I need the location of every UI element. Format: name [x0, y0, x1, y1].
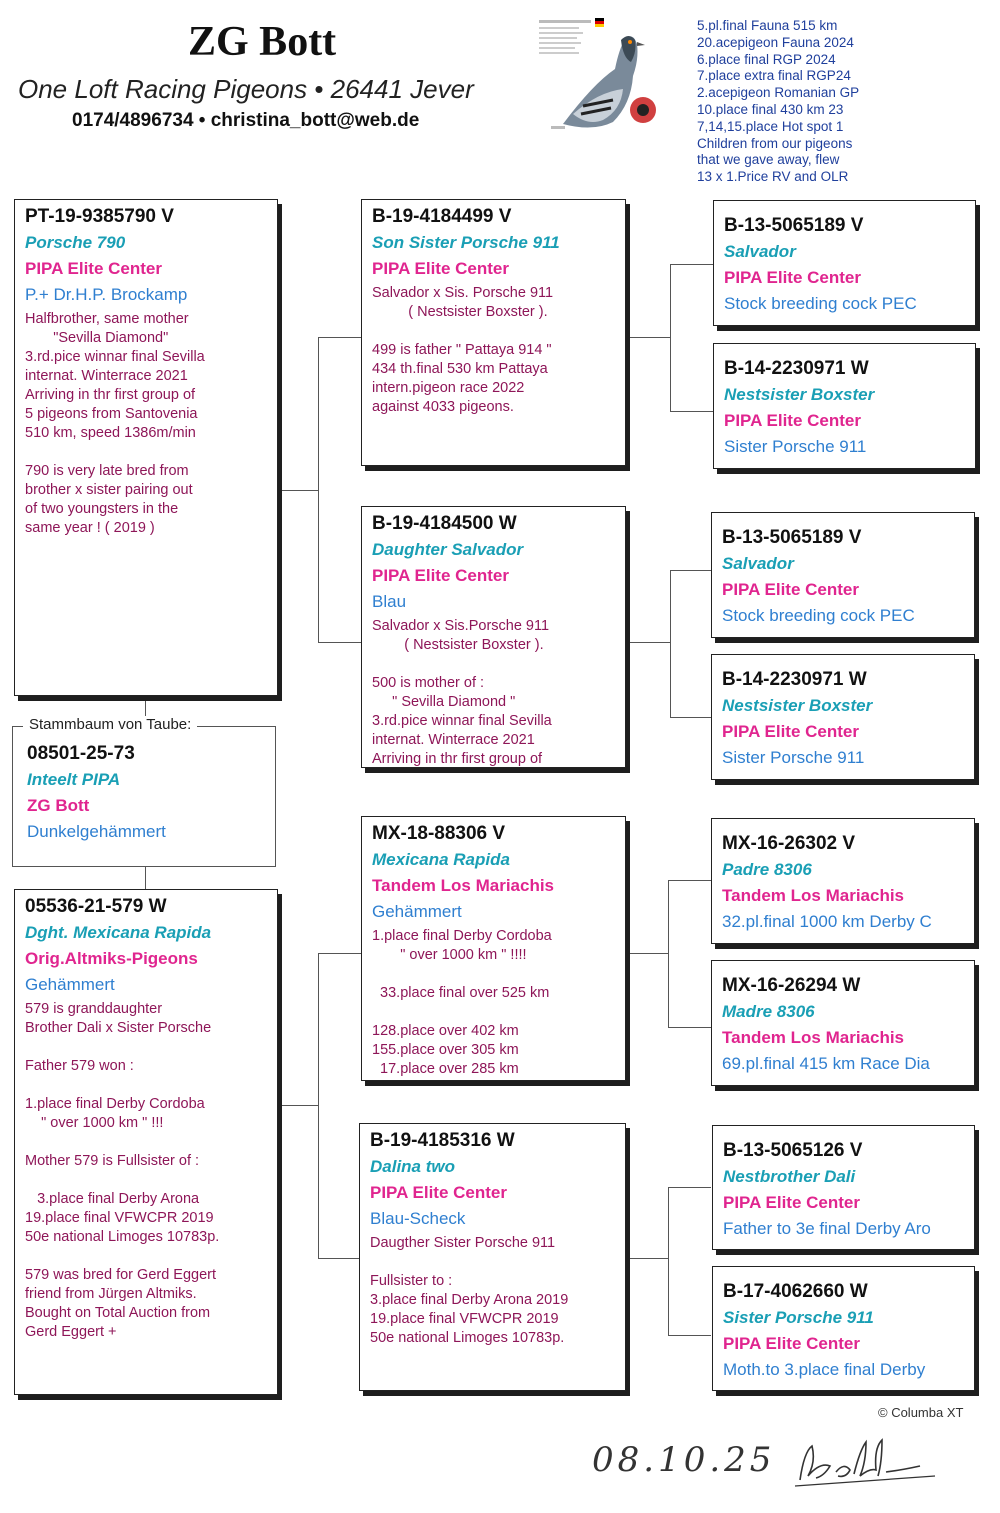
pigeon-name: Son Sister Porsche 911: [372, 233, 560, 252]
pigeon-colour: Father to 3e final Derby Aro: [723, 1219, 931, 1238]
pigeon-name: Madre 8306: [722, 1002, 815, 1021]
breeder-name: PIPA Elite Center: [724, 268, 861, 287]
connector-line: [670, 570, 671, 717]
pedigree-card-dam-dam: [359, 1123, 626, 1391]
connector-line: [318, 953, 319, 1258]
pigeon-colour: P.+ Dr.H.P. Brockamp: [25, 285, 188, 304]
pedigree-card-ggp: [712, 1266, 975, 1391]
pigeon-name: Nestbrother Dali: [723, 1167, 856, 1186]
pigeon-name: Dalina two: [370, 1157, 456, 1176]
breeder-name: PIPA Elite Center: [722, 580, 859, 599]
pigeon-colour: Dunkelgehämmert: [27, 822, 166, 841]
breeder-name: PIPA Elite Center: [372, 259, 509, 278]
breeder-name: Orig.Altmiks-Pigeons: [25, 949, 198, 968]
breeder-name: ZG Bott: [27, 796, 90, 815]
ring-number: MX-16-26294 W: [722, 975, 861, 996]
pedigree-card-ggp: [711, 818, 975, 944]
achievement-item: 7,14,15.place Hot spot 1: [697, 118, 844, 134]
breeder-name: PIPA Elite Center: [723, 1334, 860, 1353]
connector-line: [670, 264, 713, 265]
pigeon-colour: 69.pl.final 415 km Race Dia: [722, 1054, 930, 1073]
connector-line: [668, 1335, 711, 1336]
pigeon-name: Inteelt PIPA: [27, 770, 121, 789]
pigeon-name: Salvador: [722, 554, 794, 573]
pigeon-colour: Sister Porsche 911: [724, 437, 867, 456]
achievement-item: 13 x 1.Price RV and OLR: [697, 169, 849, 185]
pigeon-notes: 579 is granddaughter Brother Dali x Sister Porsche Father 579 won : 1.place final Derby Cordoba " over 1000 km " !!! Mother 579 is Fullsister of : 3.place final Derby Arona 19.place final VFWCPR 2019 50e national Limoges 10783p. 579 was bred for Gerd Eggert friend from Jürgen Altmiks. Bought on Total Auction from Gerd Eggert +: [25, 1001, 220, 1340]
breeder-name: PIPA Elite Center: [722, 722, 859, 741]
ring-number: MX-16-26302 V: [722, 833, 856, 854]
connector-line: [318, 337, 361, 338]
pigeon-photo: [533, 14, 668, 146]
signature: [790, 1432, 940, 1492]
pigeon-name: Nestsister Boxster: [722, 696, 873, 715]
connector-line: [670, 411, 713, 412]
achievement-item: 6.place final RGP 2024: [697, 51, 836, 67]
pigeon-colour: Blau-Scheck: [370, 1209, 466, 1228]
page-subtitle: One Loft Racing Pigeons • 26441 Jever: [18, 74, 474, 104]
pedigree-card-ggp: [711, 512, 975, 638]
ring-number: PT-19-9385790 V: [25, 206, 174, 227]
handwritten-date: 08.10.25: [592, 1440, 776, 1480]
pigeon-name: Salvador: [724, 242, 796, 261]
connector-line: [668, 1187, 711, 1188]
connector-line: [670, 264, 671, 411]
ring-number: B-19-4184500 W: [372, 513, 517, 534]
pigeon-notes: 1.place final Derby Cordoba " over 1000 km " !!!! 33.place final over 525 km 128.place over 402 km 155.place over 305 km 17.place over 285 km: [372, 928, 552, 1077]
pigeon-notes: Daugther Sister Porsche 911 Fullsister to : 3.place final Derby Arona 2019 19.place final VFWCPR 2019 50e national Limoges 10783p.: [370, 1235, 569, 1346]
breeder-name: PIPA Elite Center: [724, 411, 861, 430]
ring-number: MX-18-88306 V: [372, 823, 506, 844]
connector-line: [628, 642, 670, 643]
pedigree-card-sire-sire: [361, 199, 626, 466]
connector-line: [628, 953, 668, 954]
ring-number: B-17-4062660 W: [723, 1281, 868, 1302]
ring-number: 08501-25-73: [27, 743, 135, 764]
copyright-text: © Columba XT: [878, 1405, 964, 1420]
connector-line: [318, 337, 319, 642]
achievement-item: 2.acepigeon Romanian GP: [697, 85, 860, 101]
achievements-list: [697, 18, 859, 186]
ring-number: B-14-2230971 W: [722, 669, 867, 690]
ring-number: B-13-5065189 V: [722, 527, 862, 548]
ring-number: 05536-21-579 W: [25, 896, 167, 917]
connector-line: [318, 642, 361, 643]
pigeon-colour: Moth.to 3.place final Derby: [723, 1360, 926, 1379]
pigeon-colour: Blau: [372, 592, 407, 611]
connector-line: [670, 570, 713, 571]
ring-number: B-14-2230971 W: [724, 358, 869, 379]
pedigree-card-mother: [14, 889, 278, 1395]
breeder-name: PIPA Elite Center: [723, 1193, 860, 1212]
breeder-name: PIPA Elite Center: [370, 1183, 507, 1202]
achievement-item: 20.acepigeon Fauna 2024: [697, 34, 854, 50]
pigeon-notes: Salvador x Sis.Porsche 911 ( Nestsister Boxster ). 500 is mother of : " Sevilla Diamond " 3.rd.pice winnar final Sevilla internat. Winterrace 2021 Arriving in thr first group of: [372, 618, 552, 767]
connector-line: [318, 1258, 361, 1259]
pigeon-name: Daughter Salvador: [372, 540, 524, 559]
pigeon-notes: Salvador x Sis. Porsche 911 ( Nestsister Boxster ). 499 is father " Pattaya 914 " 434 th.final 530 km Pattaya intern.pigeon race 2022 against 4033 pigeons.: [372, 285, 554, 415]
connector-line: [318, 953, 361, 954]
pigeon-colour: Gehämmert: [372, 902, 462, 921]
contact-line: 0174/4896734 • christina_bott@web.de: [72, 110, 420, 131]
connector-line: [668, 880, 669, 1027]
pigeon-name: Porsche 790: [25, 233, 126, 252]
pedigree-card-ggp: [711, 654, 975, 780]
connector-line: [280, 1105, 318, 1106]
pedigree-card-father: [14, 199, 278, 696]
pigeon-colour: Gehämmert: [25, 975, 115, 994]
pigeon-name: Padre 8306: [722, 860, 812, 879]
pedigree-card-sire-dam: [361, 506, 626, 768]
breeder-name: Tandem Los Mariachis: [722, 886, 905, 905]
connector-line: [670, 717, 713, 718]
connector-line: [668, 1027, 711, 1028]
breeder-name: Tandem Los Mariachis: [722, 1028, 905, 1047]
achievement-item: 5.pl.final Fauna 515 km: [697, 18, 838, 33]
breeder-name: Tandem Los Mariachis: [372, 876, 555, 895]
pigeon-colour: Stock breeding cock PEC: [722, 606, 915, 625]
ring-number: B-19-4185316 W: [370, 1130, 515, 1151]
pigeon-name: Sister Porsche 911: [723, 1308, 874, 1327]
pigeon-name: Mexicana Rapida: [372, 850, 510, 869]
pigeon-colour: Stock breeding cock PEC: [724, 294, 917, 313]
pedigree-card-ggp: [713, 200, 976, 326]
pedigree-card-ggp: [712, 1125, 975, 1250]
ring-number: B-13-5065189 V: [724, 215, 864, 236]
achievement-item: that we gave away, flew: [697, 152, 840, 168]
subject-legend: Stammbaum von Taube:: [23, 716, 197, 733]
connector-line: [668, 1187, 669, 1335]
ring-number: B-13-5065126 V: [723, 1140, 863, 1161]
achievement-item: 7.place extra final RGP24: [697, 68, 851, 84]
ring-number: B-19-4184499 V: [372, 206, 512, 227]
pedigree-card-subject: [12, 716, 276, 867]
pigeon-colour: 32.pl.final 1000 km Derby C: [722, 912, 932, 931]
connector-line: [668, 880, 711, 881]
connector-line: [145, 867, 146, 889]
pedigree-card-ggp: [713, 343, 976, 469]
achievement-item: 10.place final 430 km 23: [697, 101, 844, 117]
pedigree-card-dam-sire: [361, 816, 626, 1081]
breeder-name: PIPA Elite Center: [25, 259, 162, 278]
connector-line: [628, 1258, 668, 1259]
pedigree-card-ggp: [711, 960, 975, 1086]
page-title: ZG Bott: [188, 19, 337, 65]
connector-line: [628, 337, 670, 338]
pigeon-notes: Halfbrother, same mother "Sevilla Diamond" 3.rd.pice winnar final Sevilla internat. Winterrace 2021 Arriving in thr first group of 5 pigeons from Santovenia 510 km, speed 1386m/min 790 is very late bred from brother x sister pairing out of two youngsters in the same year ! ( 2019 ): [25, 311, 205, 536]
achievement-item: Children from our pigeons: [697, 135, 853, 151]
breeder-name: PIPA Elite Center: [372, 566, 509, 585]
pigeon-colour: Sister Porsche 911: [722, 748, 865, 767]
pigeon-name: Nestsister Boxster: [724, 385, 875, 404]
connector-line: [280, 490, 318, 491]
pigeon-name: Dght. Mexicana Rapida: [25, 923, 212, 942]
